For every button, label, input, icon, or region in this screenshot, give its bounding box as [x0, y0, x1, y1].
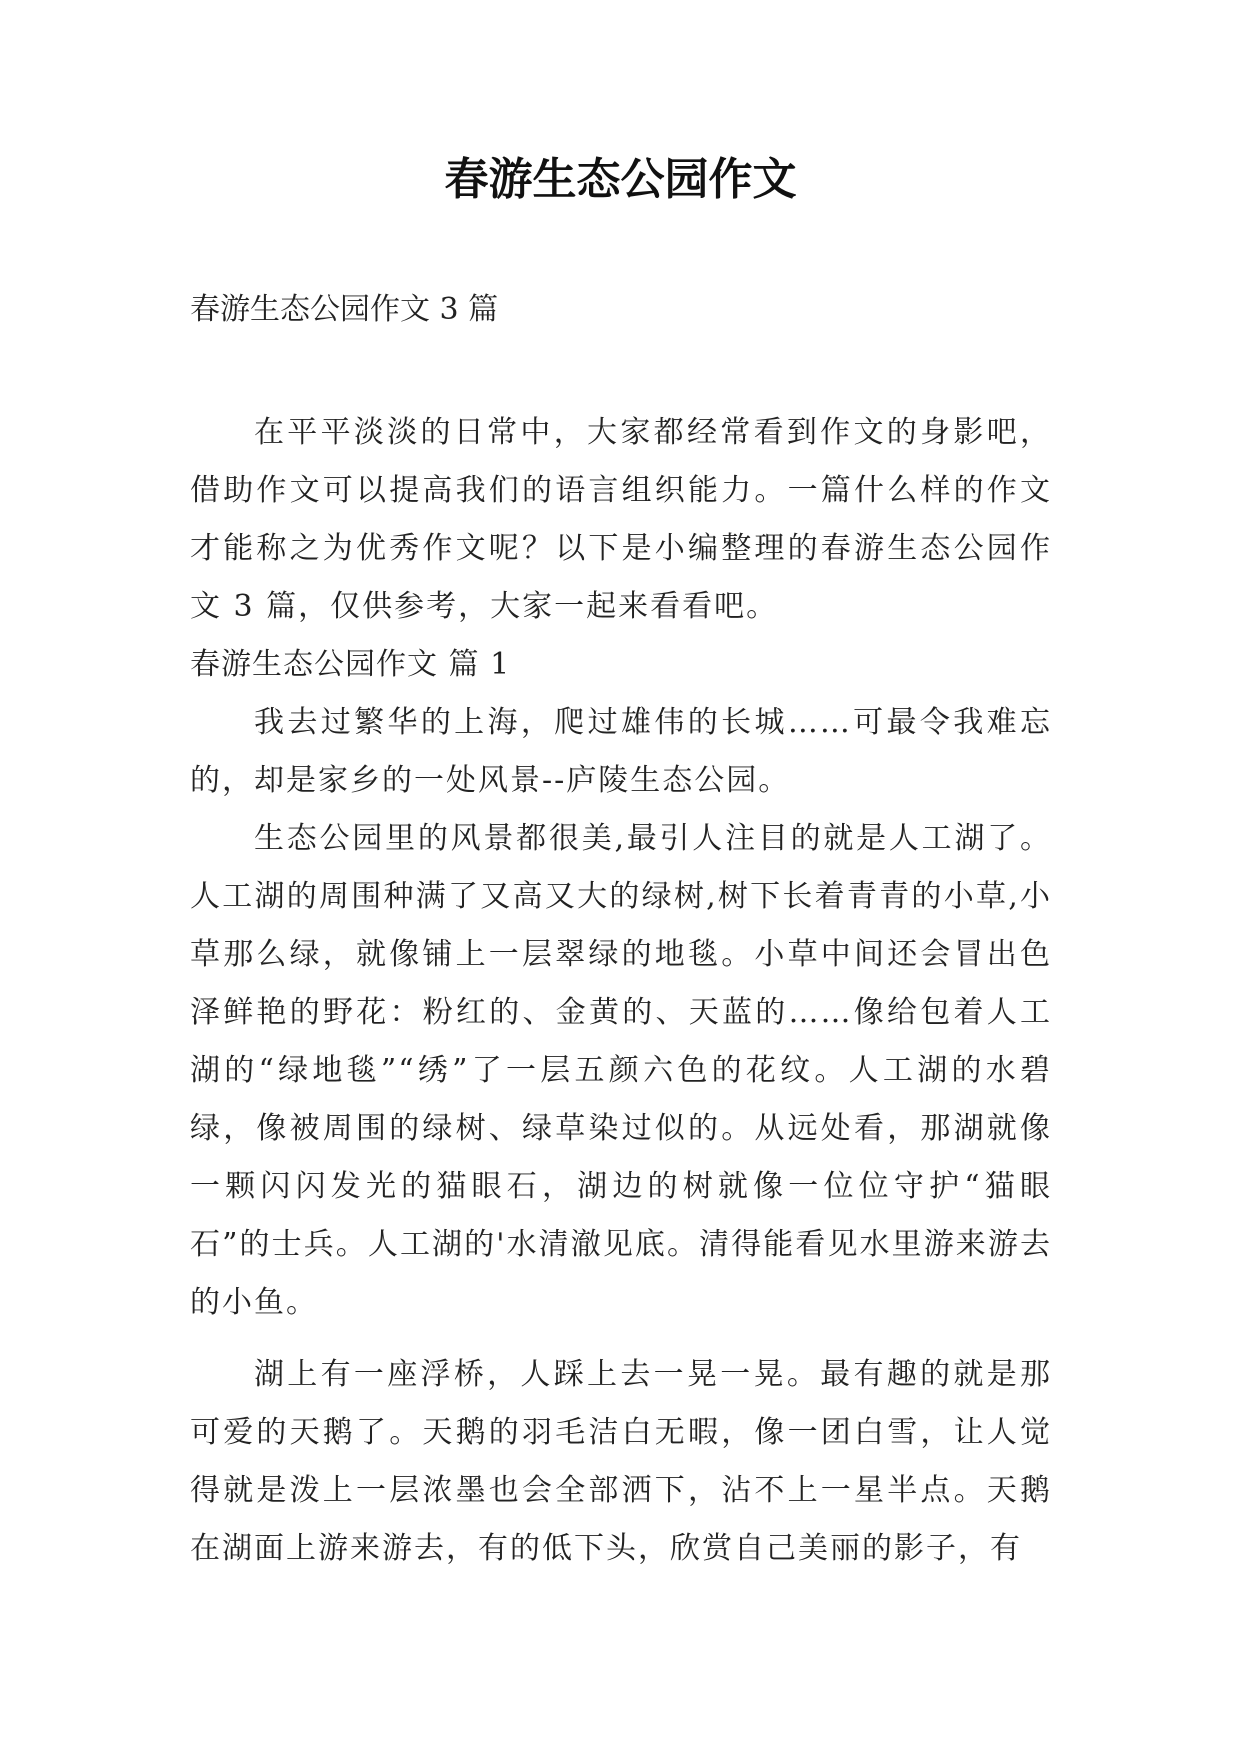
body-paragraph: 我去过繁华的上海，爬过雄伟的长城……可最令我难忘的，却是家乡的一处风景--庐陵生态公园。 [190, 705, 1052, 798]
body-paragraph: 湖上有一座浮桥，人踩上去一晃一晃。最有趣的就是那可爱的天鹅了。天鹅的羽毛洁白无暇，像一团白雪，让人觉得就是泼上一层浓墨也会全部洒下，沾不上一星半点。天鹅在湖面上游来游去，有的低下头，欣赏自己美丽的影子，有 [190, 1357, 1052, 1566]
document-subtitle: 春游生态公园作文 3 篇 [190, 292, 499, 327]
body-paragraph: 生态公园里的风景都很美,最引人注目的就是人工湖了。人工湖的周围种满了又高又大的绿树,树下长着青青的小草,小草那么绿，就像铺上一层翠绿的地毯。小草中间还会冒出色泽鲜艳的野花：粉红的、金黄的、天蓝的……像给包着人工湖的“绿地毯”“绣”了一层五颜六色的花纹。人工湖的水碧绿，像被周围的绿树、绿草染过似的。从远处看，那湖就像一颗闪闪发光的猫眼石，湖边的树就像一位位守护“猫眼石”的士兵。人工湖的'水清澈见底。清得能看见水里游来游去的小鱼。 [190, 821, 1052, 1320]
section-heading: 春游生态公园作文 篇 1 [190, 647, 511, 682]
document-title: 春游生态公园作文 [444, 154, 797, 205]
intro-paragraph: 在平平淡淡的日常中，大家都经常看到作文的身影吧，借助作文可以提高我们的语言组织能力。一篇什么样的作文才能称之为优秀作文呢？以下是小编整理的春游生态公园作文 3 篇，仅供参考，大家一起来看看吧。 [190, 415, 1052, 624]
document-body [190, 404, 1052, 1578]
